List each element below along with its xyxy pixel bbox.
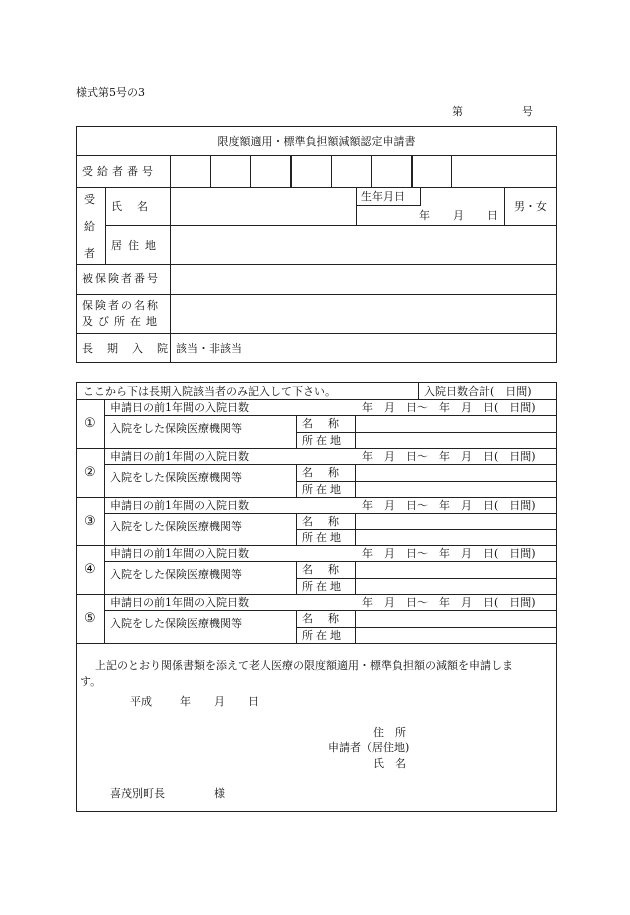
applicant-label: 申請者（居住地) bbox=[328, 741, 410, 754]
entry-number: ③ bbox=[84, 514, 96, 529]
date-month-unit: 月 bbox=[214, 695, 225, 708]
recipient-label-2: 給 bbox=[84, 220, 95, 233]
applicant-address-label: 住 所 bbox=[373, 726, 406, 739]
statement-line2: す。 bbox=[80, 675, 102, 688]
entry-days-label: 申請日の前1年間の入院日数 bbox=[110, 596, 249, 609]
entry-days-label: 申請日の前1年間の入院日数 bbox=[110, 547, 249, 560]
entry-name-label: 名 称 bbox=[302, 417, 341, 430]
entry-institution-label: 入院をした保険医療機関等 bbox=[110, 617, 242, 630]
birth-day-unit: 日 bbox=[487, 209, 498, 222]
entry-number: ④ bbox=[84, 562, 96, 577]
address-label: 居住地 bbox=[111, 239, 162, 252]
total-days-label: 入院日数合計( 日間) bbox=[424, 385, 532, 398]
birth-month-unit: 月 bbox=[453, 209, 464, 222]
entry-period: 年 月 日〜 年 月 日( 日間) bbox=[362, 401, 536, 414]
entry-name-label: 名 称 bbox=[302, 563, 341, 576]
addressee-honorific: 様 bbox=[214, 787, 225, 800]
document-number-suffix: 号 bbox=[522, 105, 533, 118]
long-stay-note: ここから下は長期入院該当者のみ記入して下さい。 bbox=[83, 385, 336, 398]
entry-period: 年 月 日〜 年 月 日( 日間) bbox=[362, 499, 536, 512]
entry-location-label: 所在地 bbox=[302, 531, 344, 544]
birth-year-unit: 年 bbox=[419, 209, 430, 222]
date-year-unit: 年 bbox=[180, 695, 191, 708]
statement-line1: 上記のとおり関係書類を添えて老人医療の限度額適用・標準負担額の減額を申請しま bbox=[95, 659, 513, 672]
insurer-label-line1: 保険者の名称 bbox=[82, 299, 160, 312]
entry-period: 年 月 日〜 年 月 日( 日間) bbox=[362, 596, 536, 609]
entry-name-label: 名 称 bbox=[302, 466, 341, 479]
entry-name-label: 名 称 bbox=[302, 515, 341, 528]
entry-number: ⑤ bbox=[84, 611, 96, 626]
insurer-label-line2: 及び所在地 bbox=[82, 315, 162, 328]
entry-days-label: 申請日の前1年間の入院日数 bbox=[110, 450, 249, 463]
date-era: 平成 bbox=[130, 695, 152, 708]
document-number-prefix: 第 bbox=[452, 105, 463, 118]
form-title: 限度額適用・標準負担額減額認定申請書 bbox=[217, 135, 416, 148]
insured-number-label: 被保険者番号 bbox=[82, 272, 160, 285]
entry-period: 年 月 日〜 年 月 日( 日間) bbox=[362, 450, 536, 463]
entry-name-label: 名 称 bbox=[302, 612, 341, 625]
entry-days-label: 申請日の前1年間の入院日数 bbox=[110, 499, 249, 512]
entry-number: ① bbox=[84, 416, 96, 431]
form-number: 様式第5号の3 bbox=[76, 86, 145, 99]
addressee: 喜茂別町長 bbox=[110, 787, 165, 800]
entry-location-label: 所在地 bbox=[302, 580, 344, 593]
gender-options: 男・女 bbox=[514, 200, 547, 213]
recipient-label-3: 者 bbox=[84, 247, 95, 260]
entry-location-label: 所在地 bbox=[302, 629, 344, 642]
entry-institution-label: 入院をした保険医療機関等 bbox=[110, 422, 242, 435]
entry-location-label: 所在地 bbox=[302, 483, 344, 496]
long-stay-value: 該当・非該当 bbox=[176, 342, 242, 355]
birth-date-label: 生年月日 bbox=[361, 190, 405, 203]
name-label: 氏 名 bbox=[111, 200, 150, 213]
entry-number: ② bbox=[84, 465, 96, 480]
entry-location-label: 所在地 bbox=[302, 434, 344, 447]
entry-institution-label: 入院をした保険医療機関等 bbox=[110, 471, 242, 484]
entry-days-label: 申請日の前1年間の入院日数 bbox=[110, 401, 249, 414]
applicant-name-label: 氏 名 bbox=[373, 757, 406, 770]
date-day-unit: 日 bbox=[248, 695, 259, 708]
recipient-number-label: 受給者番号 bbox=[82, 165, 157, 178]
entry-institution-label: 入院をした保険医療機関等 bbox=[110, 520, 242, 533]
entry-period: 年 月 日〜 年 月 日( 日間) bbox=[362, 547, 536, 560]
long-stay-label: 長期入院 bbox=[82, 342, 182, 355]
recipient-label-1: 受 bbox=[84, 193, 95, 206]
entry-institution-label: 入院をした保険医療機関等 bbox=[110, 568, 242, 581]
